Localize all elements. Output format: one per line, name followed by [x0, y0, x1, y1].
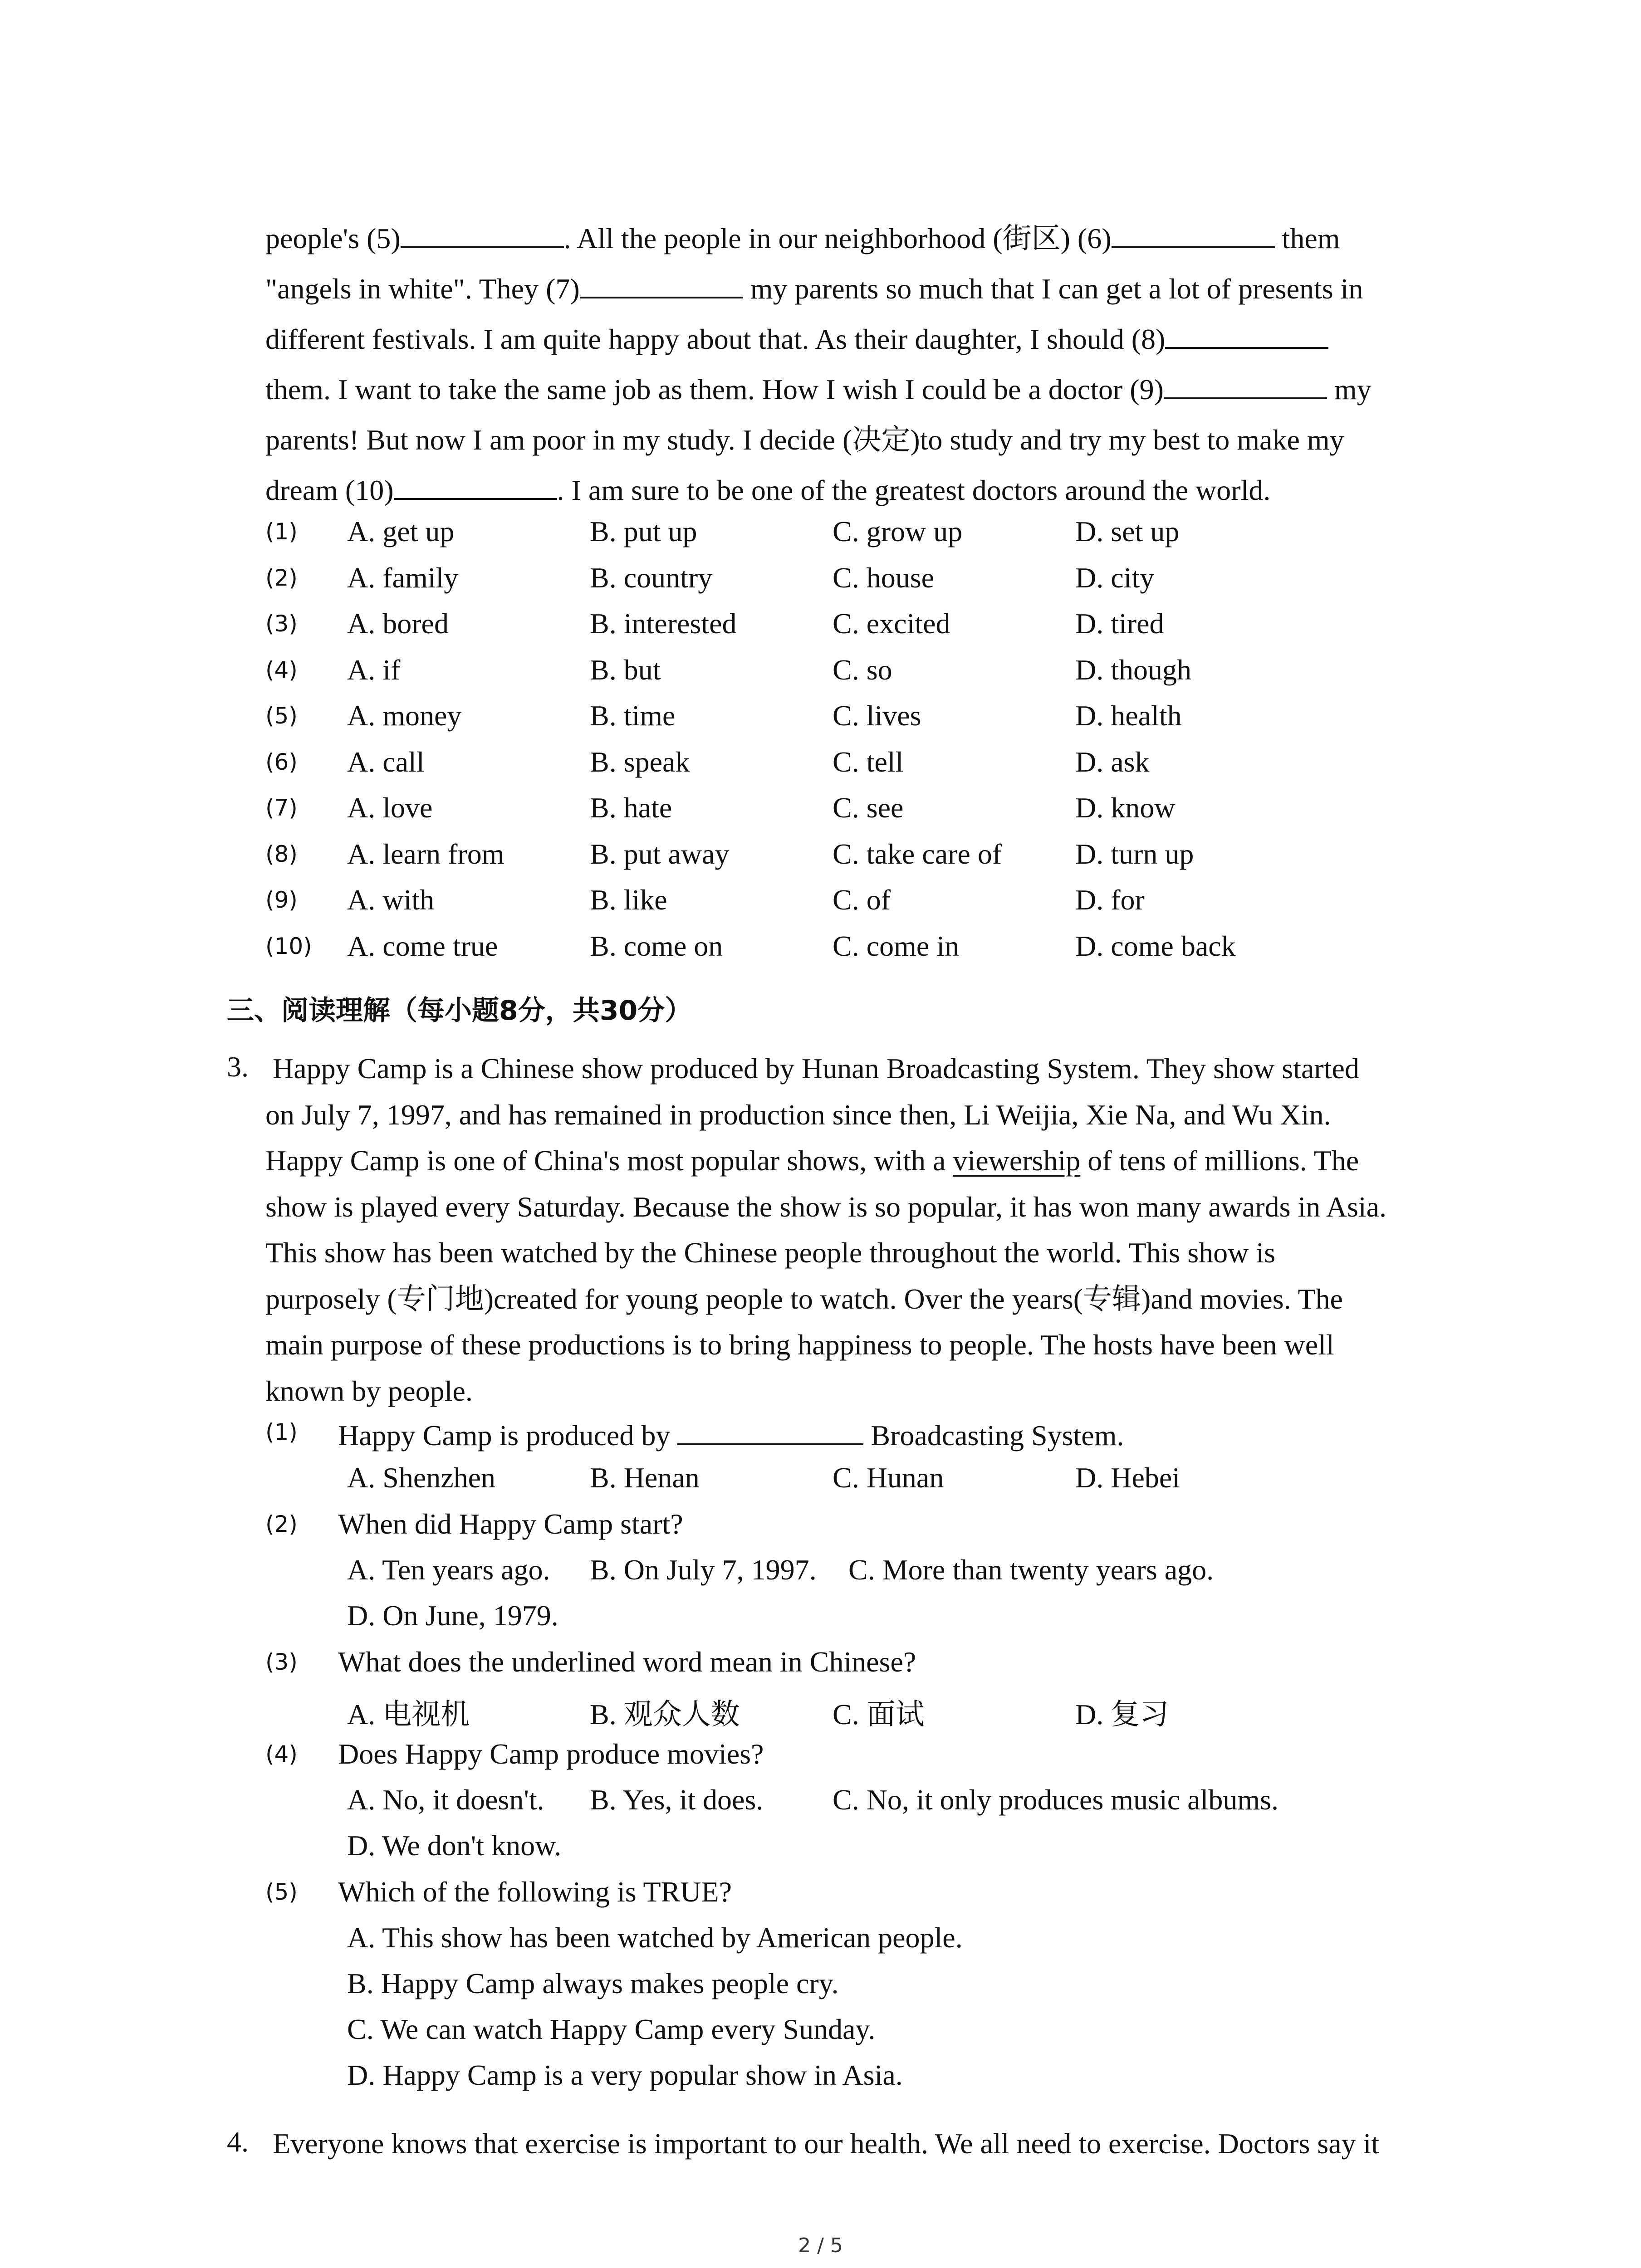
option-b[interactable]: B. Yes, it does. [590, 1784, 764, 1816]
option-c[interactable]: C. see [833, 792, 904, 824]
option-a[interactable]: A. come true [347, 929, 498, 962]
passage-line: "angels in white". They (7) my parents so much that I can get a lot of presents in [265, 264, 1463, 314]
option-c[interactable]: C. excited [833, 607, 950, 640]
answer-blank[interactable] [677, 1415, 863, 1445]
option-d[interactable]: D. set up [1075, 515, 1180, 547]
option-c[interactable]: C. tell [833, 745, 904, 778]
option-a[interactable]: A. Ten years ago. [347, 1554, 550, 1586]
question-number: (5) [265, 703, 298, 729]
option-a[interactable]: A. get up [347, 515, 455, 547]
question-number: (1) [265, 518, 298, 545]
option-a[interactable]: A. bored [347, 607, 449, 640]
passage-line: people's (5) . All the people in our neighborhood (街区) (6) them [265, 213, 1463, 264]
passage-line: show is played every Saturday. Because the show is so popular, it has won many awards in Asia. [265, 1190, 1387, 1223]
sub-question-2 [265, 1507, 1490, 1643]
question-number: (7) [265, 795, 298, 821]
option-d[interactable]: D. know [1075, 792, 1176, 824]
option-d[interactable]: D. Hebei [1075, 1461, 1181, 1494]
option-d[interactable]: D. come back [1075, 929, 1236, 962]
question-number: (3) [265, 611, 298, 637]
blank-10[interactable] [394, 470, 557, 500]
question-number: (6) [265, 748, 298, 775]
question-stem: What does the underlined word mean in Chinese? [338, 1646, 916, 1678]
option-b[interactable]: B. Henan [590, 1461, 700, 1494]
cloze-passage [265, 213, 1463, 515]
blank-9[interactable] [1164, 369, 1327, 399]
option-a[interactable]: A. if [347, 653, 401, 686]
question-number: (8) [265, 841, 298, 867]
option-a[interactable]: A. This show has been watched by American people. [347, 1921, 963, 1954]
option-d[interactable]: D. On June, 1979. [347, 1599, 558, 1632]
question-number: (1) [265, 1419, 298, 1445]
option-b[interactable]: B. put up [590, 515, 697, 547]
question-number: (3) [265, 1649, 298, 1675]
option-c[interactable]: C. More than twenty years ago. [848, 1554, 1214, 1586]
option-d[interactable]: D. for [1075, 884, 1145, 916]
option-c[interactable]: C. We can watch Happy Camp every Sunday. [347, 2013, 876, 2045]
reading-passage-3 [265, 1046, 1463, 1414]
option-b[interactable]: B. come on [590, 929, 723, 962]
option-a[interactable]: A. family [347, 561, 459, 594]
question-number: (9) [265, 887, 298, 913]
option-a[interactable]: A. learn from [347, 837, 505, 870]
sub-question-5 [265, 1875, 1490, 2102]
blank-8[interactable] [1165, 319, 1328, 349]
question-number: (10) [265, 933, 312, 959]
option-b[interactable]: B. Happy Camp always makes people cry. [347, 1967, 839, 1999]
option-c[interactable]: C. so [833, 653, 892, 686]
question-number: 4. [227, 2126, 249, 2158]
question-number: 3. [227, 1051, 249, 1083]
option-b[interactable]: B. interested [590, 607, 737, 640]
option-d[interactable]: D. tired [1075, 607, 1164, 640]
option-d[interactable]: D. city [1075, 561, 1155, 594]
passage-line: main purpose of these productions is to bring happiness to people. The hosts have been well [265, 1329, 1334, 1361]
option-c[interactable]: C. 面试 [833, 1698, 925, 1730]
passage-line: Happy Camp is a Chinese show produced by Hunan Broadcasting System. They show started [273, 1052, 1359, 1085]
option-b[interactable]: B. but [590, 653, 661, 686]
option-a[interactable]: A. 电视机 [347, 1698, 470, 1730]
question-stem: Does Happy Camp produce movies? [338, 1738, 764, 1770]
option-c[interactable]: C. take care of [833, 837, 1002, 870]
section-title: 三、阅读理解（每小题8分，共30分） [227, 995, 692, 1026]
option-a[interactable]: A. love [347, 792, 433, 824]
question-number: (4) [265, 656, 298, 683]
option-b[interactable]: B. like [590, 884, 667, 916]
option-d[interactable]: D. Happy Camp is a very popular show in Asia. [347, 2059, 903, 2091]
passage-line: purposely (专门地)created for young people to watch. Over the years(专辑)and movies. The [265, 1282, 1343, 1315]
sub-question-3 [265, 1645, 1490, 1736]
option-b[interactable]: B. put away [590, 837, 730, 870]
blank-5[interactable] [401, 218, 564, 248]
question-stem: When did Happy Camp start? [338, 1508, 683, 1540]
option-c[interactable]: C. No, it only produces music albums. [833, 1784, 1279, 1816]
option-b[interactable]: B. country [590, 561, 713, 594]
blank-7[interactable] [580, 269, 743, 298]
passage-line: known by people. [265, 1374, 473, 1407]
question-number: (2) [265, 564, 298, 591]
option-a[interactable]: A. with [347, 884, 434, 916]
question-stem: Happy Camp is produced by Broadcasting System. [338, 1415, 1124, 1452]
option-b[interactable]: B. On July 7, 1997. [590, 1554, 817, 1586]
reading-passage-4 [265, 2121, 1463, 2167]
option-c[interactable]: C. Hunan [833, 1461, 944, 1494]
option-c[interactable]: C. lives [833, 699, 921, 732]
option-d[interactable]: D. though [1075, 653, 1191, 686]
question-number: (5) [265, 1879, 298, 1905]
option-c[interactable]: C. come in [833, 929, 960, 962]
option-a[interactable]: A. Shenzhen [347, 1461, 496, 1494]
option-d[interactable]: D. turn up [1075, 837, 1194, 870]
option-a[interactable]: A. money [347, 699, 462, 732]
underlined-word: viewership [953, 1144, 1081, 1177]
option-c[interactable]: C. house [833, 561, 934, 594]
passage-line: different festivals. I am quite happy about that. As their daughter, I should (8) [265, 314, 1463, 364]
passage-line: Happy Camp is one of China's most popular shows, with a viewership of tens of millions. The [265, 1144, 1359, 1177]
question-number: (4) [265, 1741, 298, 1767]
blank-6[interactable] [1112, 218, 1275, 248]
passage-line: Everyone knows that exercise is important to our health. We all need to exercise. Doctors say it [273, 2127, 1380, 2160]
option-d[interactable]: D. We don't know. [347, 1829, 562, 1862]
passage-line: parents! But now I am poor in my study. I decide (决定)to study and try my best to make my [265, 424, 1344, 456]
page-number: 2 / 5 [798, 2234, 843, 2257]
sub-question-1 [265, 1415, 1490, 1506]
option-b[interactable]: B. time [590, 699, 676, 732]
option-c[interactable]: C. of [833, 884, 891, 916]
option-d[interactable]: D. ask [1075, 745, 1150, 778]
question-stem: Which of the following is TRUE? [338, 1876, 732, 1908]
option-a[interactable]: A. call [347, 745, 425, 778]
passage-line: dream (10) . I am sure to be one of the greatest doctors around the world. [265, 465, 1463, 515]
passage-line: on July 7, 1997, and has remained in production since then, Li Weijia, Xie Na, and Wu Xin. [265, 1098, 1331, 1131]
passage-line: This show has been watched by the Chinese people throughout the world. This show is [265, 1237, 1276, 1269]
option-b[interactable]: B. hate [590, 792, 672, 824]
passage-line: them. I want to take the same job as them. How I wish I could be a doctor (9) my [265, 364, 1463, 415]
question-number: (2) [265, 1511, 298, 1537]
option-d[interactable]: D. 复习 [1075, 1698, 1169, 1730]
option-d[interactable]: D. health [1075, 699, 1182, 732]
option-a[interactable]: A. No, it doesn't. [347, 1784, 544, 1816]
option-c[interactable]: C. grow up [833, 515, 963, 547]
option-b[interactable]: B. speak [590, 745, 690, 778]
option-b[interactable]: B. 观众人数 [590, 1698, 740, 1730]
sub-question-4 [265, 1737, 1490, 1873]
